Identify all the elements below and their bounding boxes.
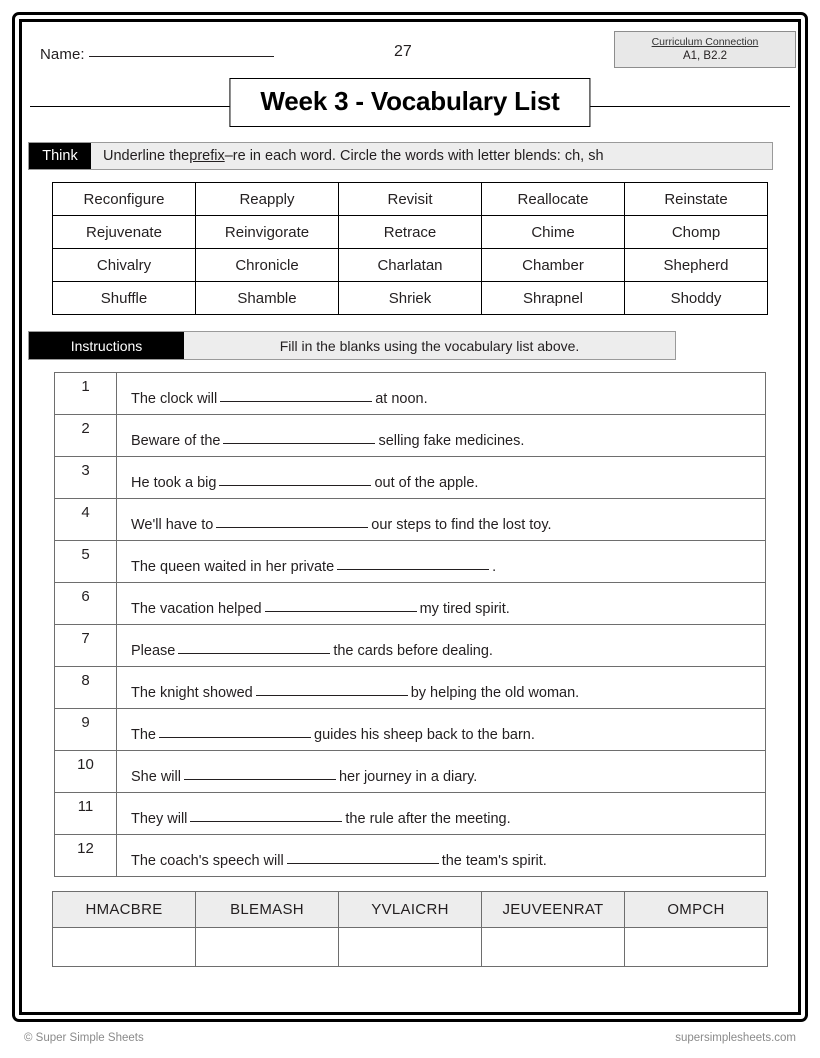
answer-blank[interactable] [159, 725, 311, 738]
vocab-word[interactable]: Chamber [482, 249, 625, 282]
sentence-text-before: The coach's speech will [131, 853, 284, 869]
name-label: Name: [40, 46, 85, 63]
table-row [53, 216, 768, 249]
sentence-text-after: the rule after the meeting. [345, 811, 511, 827]
sentence-number: 2 [55, 415, 117, 457]
table-row [55, 583, 766, 625]
table-row [55, 457, 766, 499]
sentence-text-before: She will [131, 769, 181, 785]
sentence-text[interactable] [117, 499, 766, 541]
answer-blank[interactable] [184, 767, 336, 780]
answer-blank[interactable] [256, 683, 408, 696]
title-band [22, 78, 798, 134]
sentence-text[interactable] [117, 415, 766, 457]
sentence-number: 12 [55, 835, 117, 877]
table-row [55, 667, 766, 709]
sentence-text-before: Please [131, 643, 176, 659]
table-row [55, 709, 766, 751]
anagram-answer-cell[interactable] [53, 928, 196, 967]
sentence-text-before: The knight showed [131, 685, 253, 701]
header [22, 22, 798, 78]
sentence-text-before: We'll have to [131, 517, 214, 533]
vocab-word[interactable]: Chomp [625, 216, 768, 249]
copyright-text: © Super Simple Sheets [24, 1032, 144, 1044]
sentence-number: 8 [55, 667, 117, 709]
sentence-text[interactable] [117, 793, 766, 835]
think-banner [28, 142, 773, 170]
vocabulary-table [52, 182, 768, 315]
vocab-word[interactable]: Charlatan [339, 249, 482, 282]
instructions-banner [28, 331, 676, 360]
sentence-number: 10 [55, 751, 117, 793]
vocab-word[interactable]: Chivalry [53, 249, 196, 282]
name-blank-line[interactable] [89, 43, 274, 57]
sentence-text[interactable] [117, 457, 766, 499]
table-row [55, 541, 766, 583]
think-text-before: Underline the [103, 148, 190, 164]
table-row [53, 928, 768, 967]
sentence-text[interactable] [117, 373, 766, 415]
vocab-word[interactable]: Reinstate [625, 183, 768, 216]
vocab-word[interactable]: Retrace [339, 216, 482, 249]
vocab-word[interactable]: Shepherd [625, 249, 768, 282]
table-row [55, 373, 766, 415]
vocab-word[interactable]: Shamble [196, 282, 339, 315]
anagram-word: OMPCH [625, 892, 768, 928]
sentence-text-after: selling fake medicines. [378, 433, 525, 449]
anagram-word: HMACBRE [53, 892, 196, 928]
sentence-text-after: out of the apple. [374, 475, 479, 491]
name-field[interactable] [40, 43, 274, 63]
sentence-number: 7 [55, 625, 117, 667]
table-row [53, 892, 768, 928]
anagram-table [52, 891, 768, 967]
table-row [55, 625, 766, 667]
anagram-answer-cell[interactable] [196, 928, 339, 967]
vocab-word[interactable]: Reapply [196, 183, 339, 216]
sentence-number: 11 [55, 793, 117, 835]
table-row [55, 499, 766, 541]
think-text-underlined: prefix [189, 148, 225, 164]
table-row [55, 793, 766, 835]
sentence-text[interactable] [117, 835, 766, 877]
sentence-text[interactable] [117, 541, 766, 583]
vocab-word[interactable]: Reinvigorate [196, 216, 339, 249]
footer [24, 1032, 796, 1044]
sentence-text[interactable] [117, 751, 766, 793]
answer-blank[interactable] [337, 557, 489, 570]
curriculum-connection-code: A1, B2.2 [682, 50, 728, 62]
sentence-text-before: The [131, 727, 156, 743]
page-number: 27 [394, 43, 412, 60]
anagram-word: YVLAICRH [339, 892, 482, 928]
answer-blank[interactable] [287, 851, 439, 864]
table-row [53, 282, 768, 315]
page-content [22, 22, 798, 1012]
curriculum-connection-badge [614, 31, 796, 68]
answer-blank[interactable] [223, 431, 375, 444]
instructions-text: Fill in the blanks using the vocabulary list above. [184, 332, 675, 359]
answer-blank[interactable] [178, 641, 330, 654]
sentence-text-after: her journey in a diary. [338, 769, 478, 785]
sentence-text-before: He took a big [131, 475, 217, 491]
anagram-word: BLEMASH [196, 892, 339, 928]
sentence-text-after: the team's spirit. [441, 853, 547, 869]
vocab-word[interactable]: Chime [482, 216, 625, 249]
website-link[interactable]: supersimplesheets.com [675, 1032, 796, 1044]
vocab-word[interactable]: Reconfigure [53, 183, 196, 216]
sentence-text[interactable] [117, 667, 766, 709]
vocab-word[interactable]: Shuffle [53, 282, 196, 315]
vocab-word[interactable]: Rejuvenate [53, 216, 196, 249]
vocab-word[interactable]: Shoddy [625, 282, 768, 315]
sentence-text-after: at noon. [375, 391, 428, 407]
sentence-number: 9 [55, 709, 117, 751]
fill-in-the-blank-table [54, 372, 766, 877]
sentence-text[interactable] [117, 583, 766, 625]
answer-blank[interactable] [216, 515, 368, 528]
sentence-text-after: guides his sheep back to the barn. [314, 727, 535, 743]
anagram-word: JEUVEENRAT [482, 892, 625, 928]
table-row [55, 415, 766, 457]
anagram-answer-cell[interactable] [482, 928, 625, 967]
answer-blank[interactable] [190, 809, 342, 822]
instructions-label: Instructions [29, 332, 184, 359]
vocab-word[interactable]: Chronicle [196, 249, 339, 282]
sentence-number: 5 [55, 541, 117, 583]
sentence-text-before: The vacation helped [131, 601, 262, 617]
vocab-word[interactable]: Shriek [339, 282, 482, 315]
table-row [55, 835, 766, 877]
sentence-text-before: They will [131, 811, 188, 827]
vocab-word[interactable]: Revisit [339, 183, 482, 216]
anagram-answer-cell[interactable] [339, 928, 482, 967]
sentence-text[interactable] [117, 625, 766, 667]
sentence-text-after: . [492, 559, 497, 575]
think-label: Think [29, 143, 91, 169]
sentence-number: 1 [55, 373, 117, 415]
sentence-text-before: The queen waited in her private [131, 559, 335, 575]
table-row [55, 751, 766, 793]
think-text-after: –re in each word. Circle the words with letter blends: ch, sh [224, 148, 604, 164]
table-row [53, 249, 768, 282]
sentence-text-after: the cards before dealing. [333, 643, 493, 659]
sentence-text-after: my tired spirit. [419, 601, 510, 617]
sentence-text-before: The clock will [131, 391, 218, 407]
vocab-word[interactable]: Reallocate [482, 183, 625, 216]
curriculum-connection-title: Curriculum Connection [651, 36, 759, 48]
answer-blank[interactable] [265, 599, 417, 612]
vocab-word[interactable]: Shrapnel [482, 282, 625, 315]
sentence-text-after: by helping the old woman. [410, 685, 580, 701]
answer-blank[interactable] [220, 389, 372, 402]
sentence-text-before: Beware of the [131, 433, 221, 449]
sentence-text[interactable] [117, 709, 766, 751]
anagram-answer-cell[interactable] [625, 928, 768, 967]
page-title: Week 3 - Vocabulary List [229, 78, 590, 127]
table-row [53, 183, 768, 216]
sentence-text-after: our steps to find the lost toy. [371, 517, 552, 533]
sentence-number: 6 [55, 583, 117, 625]
answer-blank[interactable] [219, 473, 371, 486]
sentence-number: 4 [55, 499, 117, 541]
sentence-number: 3 [55, 457, 117, 499]
think-instruction-text [91, 143, 772, 169]
